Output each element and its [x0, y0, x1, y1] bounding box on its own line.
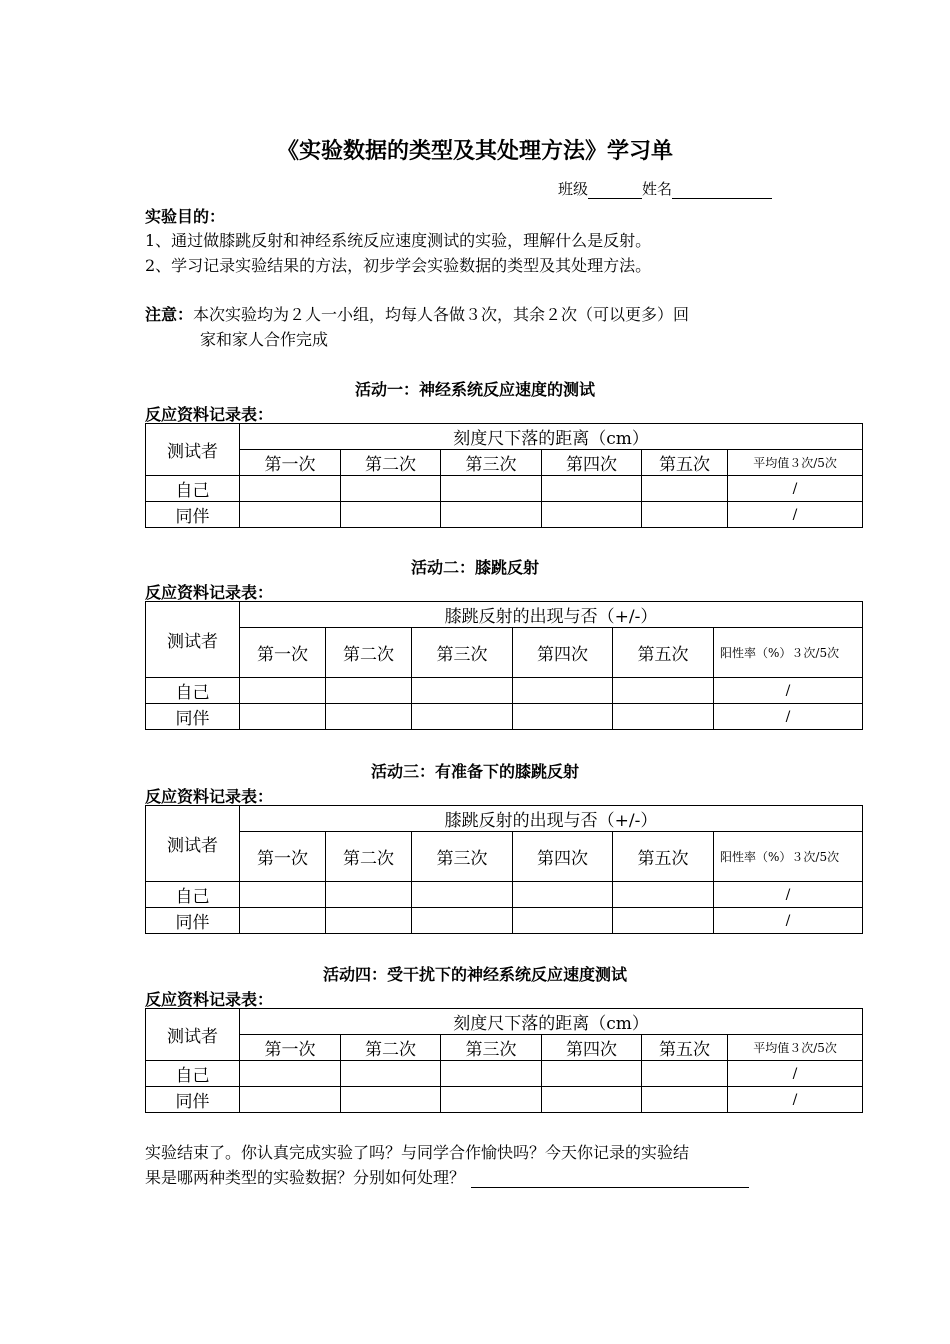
trial-header-2: 第二次 — [341, 450, 441, 476]
trial-header-3: 第三次 — [412, 628, 513, 678]
answer-blank[interactable] — [471, 1171, 749, 1188]
trial-header-1: 第一次 — [240, 1035, 341, 1061]
summary-cell[interactable]: / — [714, 908, 863, 934]
tester-header: 测试者 — [146, 602, 240, 678]
activity-4-title: 活动四：受干扰下的神经系统反应速度测试 — [322, 965, 627, 984]
objective-item-2: 2、学习记录实验结果的方法，初步学会实验数据的类型及其处理方法。 — [145, 256, 652, 275]
cell[interactable] — [642, 1061, 728, 1087]
cell[interactable] — [441, 1087, 542, 1113]
cell[interactable] — [513, 704, 613, 730]
cell[interactable] — [240, 502, 341, 528]
summary-cell[interactable]: / — [714, 678, 863, 704]
name-label: 姓名 — [642, 180, 673, 198]
trial-header-4: 第四次 — [542, 450, 642, 476]
summary-header: 平均值３次/5次 — [728, 1035, 863, 1061]
objective-item-1: 1、通过做膝跳反射和神经系统反应速度测试的实验，理解什么是反射。 — [145, 231, 652, 250]
cell[interactable] — [341, 1087, 441, 1113]
cell[interactable] — [642, 1087, 728, 1113]
activity-4-record-label: 反应资料记录表： — [145, 990, 274, 1009]
cell[interactable] — [240, 1061, 341, 1087]
group-header: 刻度尺下落的距离（cm） — [240, 1009, 863, 1035]
cell[interactable] — [326, 908, 412, 934]
cell[interactable] — [441, 1061, 542, 1087]
name-blank[interactable] — [672, 182, 772, 199]
cell[interactable] — [441, 502, 542, 528]
summary-header: 阳性率（%）３次/5次 — [714, 628, 863, 678]
trial-header-1: 第一次 — [240, 832, 326, 882]
activity-2-title: 活动二：膝跳反射 — [410, 558, 539, 577]
trial-header-2: 第二次 — [326, 832, 412, 882]
cell[interactable] — [240, 908, 326, 934]
activity-1-table — [145, 423, 863, 528]
row-label-self: 自己 — [146, 476, 240, 502]
trial-header-4: 第四次 — [513, 628, 613, 678]
cell[interactable] — [240, 882, 326, 908]
cell[interactable] — [240, 678, 326, 704]
tester-header: 测试者 — [146, 424, 240, 476]
group-header: 膝跳反射的出现与否（+/-） — [240, 806, 863, 832]
trial-header-5: 第五次 — [613, 832, 714, 882]
activity-3-record-label: 反应资料记录表： — [145, 787, 274, 806]
activity-1-record-label: 反应资料记录表： — [145, 405, 274, 424]
note-line-2: 家和家人合作完成 — [200, 330, 329, 349]
summary-cell[interactable]: / — [714, 882, 863, 908]
cell[interactable] — [412, 882, 513, 908]
row-label-partner: 同伴 — [146, 502, 240, 528]
cell[interactable] — [326, 678, 412, 704]
cell[interactable] — [513, 882, 613, 908]
cell[interactable] — [240, 1087, 341, 1113]
cell[interactable] — [341, 476, 441, 502]
trial-header-3: 第三次 — [441, 1035, 542, 1061]
cell[interactable] — [240, 476, 341, 502]
activity-2-table — [145, 601, 863, 730]
trial-header-4: 第四次 — [542, 1035, 642, 1061]
note-label: 注意： — [145, 305, 194, 324]
note-line-1 — [145, 302, 689, 325]
objectives-heading: 实验目的： — [145, 207, 226, 226]
group-header: 刻度尺下落的距离（cm） — [240, 424, 863, 450]
class-blank[interactable] — [588, 182, 642, 199]
activity-3-table — [145, 805, 863, 934]
cell[interactable] — [326, 704, 412, 730]
trial-header-2: 第二次 — [326, 628, 412, 678]
trial-header-5: 第五次 — [613, 628, 714, 678]
closing-question: 果是哪两种类型的实验数据？分别如何处理？ — [145, 1168, 466, 1187]
row-label-self: 自己 — [146, 882, 240, 908]
cell[interactable] — [642, 476, 728, 502]
activity-3-title: 活动三：有准备下的膝跳反射 — [370, 762, 579, 781]
summary-cell[interactable]: / — [714, 704, 863, 730]
cell[interactable] — [542, 476, 642, 502]
tester-header: 测试者 — [146, 806, 240, 882]
trial-header-5: 第五次 — [642, 1035, 728, 1061]
trial-header-3: 第三次 — [412, 832, 513, 882]
summary-cell[interactable]: / — [728, 476, 863, 502]
summary-header: 阳性率（%）３次/5次 — [714, 832, 863, 882]
activity-2-record-label: 反应资料记录表： — [145, 583, 274, 602]
cell[interactable] — [542, 1061, 642, 1087]
cell[interactable] — [441, 476, 542, 502]
class-label: 班级 — [558, 180, 589, 198]
trial-header-3: 第三次 — [441, 450, 542, 476]
row-label-partner: 同伴 — [146, 1087, 240, 1113]
cell[interactable] — [412, 908, 513, 934]
closing-line-1: 实验结束了。你认真完成实验了吗？与同学合作愉快吗？今天你记录的实验结 — [145, 1143, 690, 1162]
cell[interactable] — [326, 882, 412, 908]
cell[interactable] — [542, 502, 642, 528]
cell[interactable] — [613, 882, 714, 908]
cell[interactable] — [412, 704, 513, 730]
page-title: 《实验数据的类型及其处理方法》学习单 — [276, 139, 673, 164]
trial-header-1: 第一次 — [240, 628, 326, 678]
activity-1-title: 活动一：神经系统反应速度的测试 — [354, 380, 595, 399]
trial-header-5: 第五次 — [642, 450, 728, 476]
row-label-self: 自己 — [146, 678, 240, 704]
summary-cell[interactable]: / — [728, 1087, 863, 1113]
row-label-partner: 同伴 — [146, 908, 240, 934]
cell[interactable] — [542, 1087, 642, 1113]
closing-line-2 — [145, 1165, 749, 1188]
cell[interactable] — [613, 678, 714, 704]
note-text-1: 本次实验均为２人一小组，均每人各做３次，其余２次（可以更多）回 — [193, 305, 690, 324]
summary-cell[interactable]: / — [728, 1061, 863, 1087]
summary-cell[interactable]: / — [728, 502, 863, 528]
cell[interactable] — [240, 704, 326, 730]
cell[interactable] — [513, 908, 613, 934]
cell[interactable] — [613, 704, 714, 730]
trial-header-2: 第二次 — [341, 1035, 441, 1061]
cell[interactable] — [412, 678, 513, 704]
trial-header-4: 第四次 — [513, 832, 613, 882]
cell[interactable] — [341, 502, 441, 528]
class-name-line — [558, 178, 772, 199]
tester-header: 测试者 — [146, 1009, 240, 1061]
activity-4-table — [145, 1008, 863, 1113]
cell[interactable] — [341, 1061, 441, 1087]
cell[interactable] — [642, 502, 728, 528]
cell[interactable] — [613, 908, 714, 934]
row-label-self: 自己 — [146, 1061, 240, 1087]
summary-header: 平均值３次/5次 — [728, 450, 863, 476]
cell[interactable] — [513, 678, 613, 704]
trial-header-1: 第一次 — [240, 450, 341, 476]
row-label-partner: 同伴 — [146, 704, 240, 730]
group-header: 膝跳反射的出现与否（+/-） — [240, 602, 863, 628]
